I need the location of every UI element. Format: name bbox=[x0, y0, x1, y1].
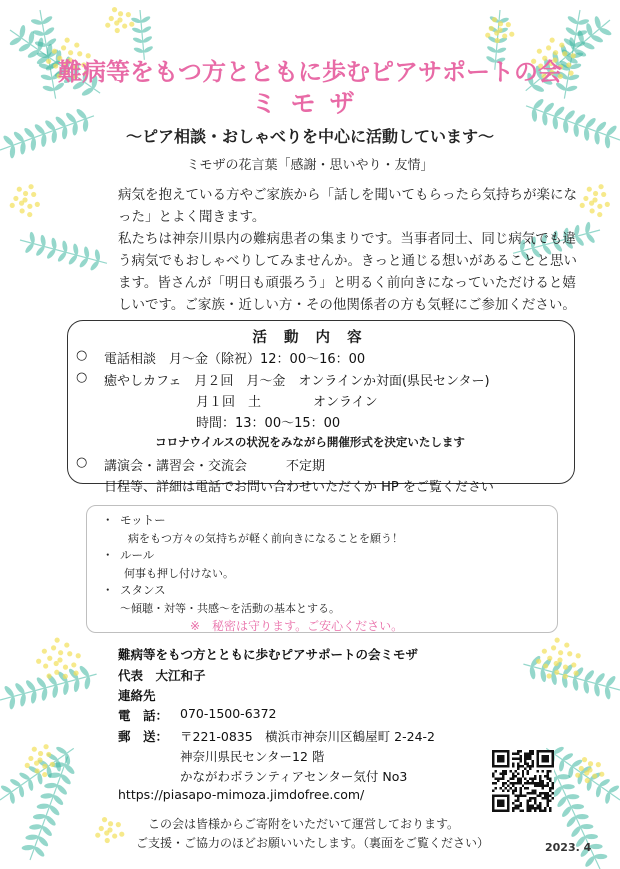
mimosa-blossom bbox=[102, 817, 107, 822]
mimosa-blossom bbox=[25, 763, 30, 768]
footer-line-1: この会は皆様からご寄附をいただいて運営しております。 bbox=[148, 817, 460, 831]
mimosa-blossom bbox=[563, 665, 568, 670]
intro-paragraph-1: 病気を抱えている方やご家族から「話しを聞いてもらったら気持ちが楽になった」とよく聞きます。 bbox=[118, 187, 577, 225]
mimosa-blossom bbox=[27, 204, 32, 209]
address-line-2: 神奈川県民センター12 階 bbox=[180, 749, 325, 764]
mimosa-blossom bbox=[559, 42, 564, 47]
mimosa-blossom bbox=[592, 773, 597, 778]
mimosa-blossom bbox=[32, 747, 37, 752]
address-line-1: 〒221-0835 横浜市神奈川区鶴屋町 2-24-2 bbox=[180, 729, 435, 744]
mimosa-blossom bbox=[109, 16, 114, 21]
mimosa-blossom bbox=[489, 26, 494, 31]
mimosa-blossom bbox=[558, 650, 563, 655]
mimosa-blossom bbox=[580, 203, 585, 208]
mimosa-blossom bbox=[584, 770, 589, 775]
mimosa-blossom bbox=[76, 653, 81, 658]
mimosa-blossom bbox=[546, 673, 551, 678]
mimosa-blossom bbox=[115, 28, 120, 33]
mimosa-blossom bbox=[28, 184, 33, 189]
mimosa-blossom bbox=[46, 752, 51, 757]
mimosa-blossom bbox=[17, 187, 22, 192]
issue-date: 2023. 4 bbox=[545, 841, 592, 854]
mimosa-blossom bbox=[536, 659, 541, 664]
mimosa-blossom bbox=[19, 201, 24, 206]
mimosa-blossom bbox=[597, 204, 602, 209]
mimosa-blossom bbox=[99, 826, 104, 831]
mimosa-blossom bbox=[555, 638, 560, 643]
activity-cafe-1: 癒やしカフェ 月２回 月～金 オンラインか対面(県民センター) bbox=[104, 374, 490, 389]
mimosa-blossom bbox=[108, 821, 113, 826]
mimosa-blossom bbox=[590, 208, 595, 213]
mimosa-blossom bbox=[23, 191, 28, 196]
flyer-title: 難病等をもつ方とともに歩むピアサポートの会 bbox=[58, 58, 562, 86]
mimosa-blossom bbox=[47, 656, 52, 661]
mimosa-blossom bbox=[587, 187, 592, 192]
bullet-dot: ・ bbox=[102, 583, 114, 597]
mimosa-blossom bbox=[579, 766, 584, 771]
mimosa-blossom bbox=[495, 38, 500, 43]
mimosa-blossom bbox=[43, 663, 48, 668]
contact-representative: 代表 大江和子 bbox=[118, 668, 206, 683]
activity-detail: 日程等、詳細は電話でお問い合わせいただくか HP をご覧ください bbox=[104, 480, 494, 495]
mimosa-blossom bbox=[598, 184, 603, 189]
bullet-dot: ・ bbox=[102, 513, 114, 527]
mimosa-blossom bbox=[73, 671, 78, 676]
mimosa-blossom bbox=[104, 830, 109, 835]
mimosa-blossom bbox=[542, 649, 547, 654]
mimosa-blossom bbox=[10, 203, 15, 208]
mimosa-blossom bbox=[112, 7, 117, 12]
qr-code-icon bbox=[492, 750, 554, 812]
mimosa-blossom bbox=[43, 744, 48, 749]
activity-cafe-2: 月１回 土 オンライン bbox=[196, 395, 378, 410]
mimosa-blossom bbox=[551, 645, 556, 650]
tagline: ～ピア相談・おしゃべりを中心に活動しています～ bbox=[125, 127, 494, 146]
mimosa-blossom bbox=[593, 191, 598, 196]
mimosa-blossom bbox=[71, 662, 76, 667]
mimosa-blossom bbox=[67, 651, 72, 656]
mimosa-blossom bbox=[485, 33, 490, 38]
footer-line-2: ご支援・ご協力のほどお願いいたします。（裏面をご覧ください） bbox=[136, 836, 490, 850]
mimosa-leaf-branch bbox=[0, 739, 80, 810]
mimosa-blossom bbox=[63, 665, 68, 670]
mimosa-blossom bbox=[63, 674, 68, 679]
mimosa-blossom bbox=[42, 764, 47, 769]
stance-heading: スタンス bbox=[120, 583, 166, 597]
bullet-circle: ○ bbox=[76, 370, 88, 385]
mimosa-blossom bbox=[509, 32, 514, 37]
mimosa-blossom bbox=[112, 833, 117, 838]
mimosa-blossom bbox=[54, 661, 59, 666]
mimosa-leaf-branch bbox=[520, 652, 620, 703]
mimosa-blossom bbox=[494, 30, 499, 35]
mimosa-blossom bbox=[601, 192, 606, 197]
mimosa-blossom bbox=[546, 45, 551, 50]
mimosa-blossom bbox=[61, 45, 66, 50]
mimosa-blossom bbox=[28, 756, 33, 761]
mimosa-blossom bbox=[596, 762, 601, 767]
mimosa-blossom bbox=[35, 202, 40, 207]
mimosa-blossom bbox=[573, 671, 578, 676]
homepage-url[interactable]: https://piasapo-mimoza.jimdofree.com/ bbox=[118, 787, 365, 802]
bullet-circle: ○ bbox=[76, 348, 88, 363]
mimosa-blossom bbox=[36, 659, 41, 664]
rule-text: 何事も押し付けない。 bbox=[124, 567, 234, 580]
mimosa-blossom bbox=[46, 673, 51, 678]
contact-org: 難病等をもつ方とともに歩むピアサポートの会ミモザ bbox=[118, 647, 419, 662]
covid-notice: コロナウイルスの状況をみながら開催形式を決定いたします bbox=[155, 435, 465, 449]
mimosa-blossom bbox=[492, 17, 497, 22]
tel-number: 070-1500-6372 bbox=[180, 706, 277, 721]
mimosa-blossom bbox=[122, 23, 127, 28]
mimosa-blossom bbox=[557, 657, 562, 662]
mimosa-blossom bbox=[50, 762, 55, 767]
mimosa-blossom bbox=[74, 42, 79, 47]
mimosa-blossom bbox=[129, 22, 134, 27]
activity-cafe-time: 時間：13：00～15：00 bbox=[196, 416, 341, 431]
mimosa-blossom bbox=[563, 674, 568, 679]
mimosa-blossom bbox=[547, 656, 552, 661]
mimosa-blossom bbox=[95, 833, 100, 838]
mimosa-blossom bbox=[506, 22, 511, 27]
mimosa-blossom bbox=[35, 768, 40, 773]
mimosa-blossom bbox=[543, 663, 548, 668]
mimosa-leaf-branch bbox=[17, 229, 110, 275]
post-label: 郵 送： bbox=[118, 729, 169, 744]
mimosa-blossom bbox=[42, 649, 47, 654]
stance-text: ～傾聴・対等・共感～を活動の基本とする。 bbox=[120, 602, 340, 615]
mimosa-blossom bbox=[605, 202, 610, 207]
motto-heading: モットー bbox=[120, 513, 166, 527]
mimosa-blossom bbox=[576, 653, 581, 658]
mimosa-blossom bbox=[564, 642, 569, 647]
mimosa-blossom bbox=[58, 650, 63, 655]
mimosa-blossom bbox=[54, 670, 59, 675]
mimosa-blossom bbox=[550, 38, 555, 43]
mimosa-blossom bbox=[42, 772, 47, 777]
address-line-3: かながわボランティアセンター気付 No3 bbox=[180, 769, 408, 784]
mimosa-blossom bbox=[27, 212, 32, 217]
mimosa-blossom bbox=[597, 212, 602, 217]
mimosa-blossom bbox=[502, 33, 507, 38]
mimosa-blossom bbox=[588, 761, 593, 766]
mimosa-blossom bbox=[38, 751, 43, 756]
bullet-circle: ○ bbox=[76, 455, 88, 470]
activities-heading: 活 動 内 容 bbox=[252, 330, 368, 346]
activity-phone: 電話相談 月～金（除祝）12：00～16：00 bbox=[104, 352, 366, 367]
mimosa-blossom bbox=[118, 11, 123, 16]
mimosa-blossom bbox=[567, 651, 572, 656]
privacy-note: ※ 秘密は守ります。ご安心ください。 bbox=[190, 619, 404, 633]
mimosa-blossom bbox=[575, 773, 580, 778]
mimosa-blossom bbox=[116, 822, 121, 827]
mimosa-blossom bbox=[114, 20, 119, 25]
tel-label: 電 話： bbox=[118, 708, 169, 723]
mimosa-blossom bbox=[105, 838, 110, 843]
mimosa-blossom bbox=[599, 772, 604, 777]
mimosa-blossom bbox=[64, 642, 69, 647]
mimosa-blossom bbox=[126, 12, 131, 17]
rule-heading: ルール bbox=[120, 548, 155, 562]
bullet-dot: ・ bbox=[102, 548, 114, 562]
mimosa-blossom bbox=[554, 661, 559, 666]
mimosa-blossom bbox=[34, 761, 39, 766]
mimosa-blossom bbox=[582, 757, 587, 762]
mimosa-blossom bbox=[65, 38, 70, 43]
mimosa-blossom bbox=[55, 638, 60, 643]
mimosa-leaf-branch bbox=[0, 662, 100, 713]
mimosa-blossom bbox=[571, 662, 576, 667]
mimosa-blossom bbox=[105, 23, 110, 28]
mimosa-blossom bbox=[31, 192, 36, 197]
mimosa-blossom bbox=[57, 657, 62, 662]
mimosa-blossom bbox=[585, 778, 590, 783]
motto-text: 病をもつ方々の気持ちが軽く前向きになることを願う！ bbox=[128, 532, 403, 545]
flyer-subtitle: ミモザ bbox=[251, 89, 369, 118]
mimosa-blossom bbox=[583, 196, 588, 201]
mimosa-blossom bbox=[554, 670, 559, 675]
mimosa-blossom bbox=[498, 21, 503, 26]
contact-label: 連絡先 bbox=[118, 688, 156, 703]
intro-paragraph-2: 私たちは神奈川県内の難病患者の集まりです。当事者同士、同じ病気でも違う病気でもおしゃべりしてみませんか。きっと通じる想いがあることと思います。皆さんが「明日も頑張ろう」と明るく前向きになっていただけると嬉しいです。ご家族・近しい方・その他関係者の方も気軽にご参加ください。 bbox=[118, 231, 577, 313]
mimosa-blossom bbox=[13, 196, 18, 201]
mimosa-blossom bbox=[51, 645, 56, 650]
intro-text bbox=[118, 184, 578, 316]
mimosa-blossom bbox=[20, 208, 25, 213]
flower-words: ミモザの花言葉「感謝・思いやり・友情」 bbox=[186, 158, 434, 173]
activity-lecture: 講演会・講習会・交流会 不定期 bbox=[104, 459, 326, 474]
mimosa-blossom bbox=[119, 832, 124, 837]
mimosa-blossom bbox=[589, 201, 594, 206]
